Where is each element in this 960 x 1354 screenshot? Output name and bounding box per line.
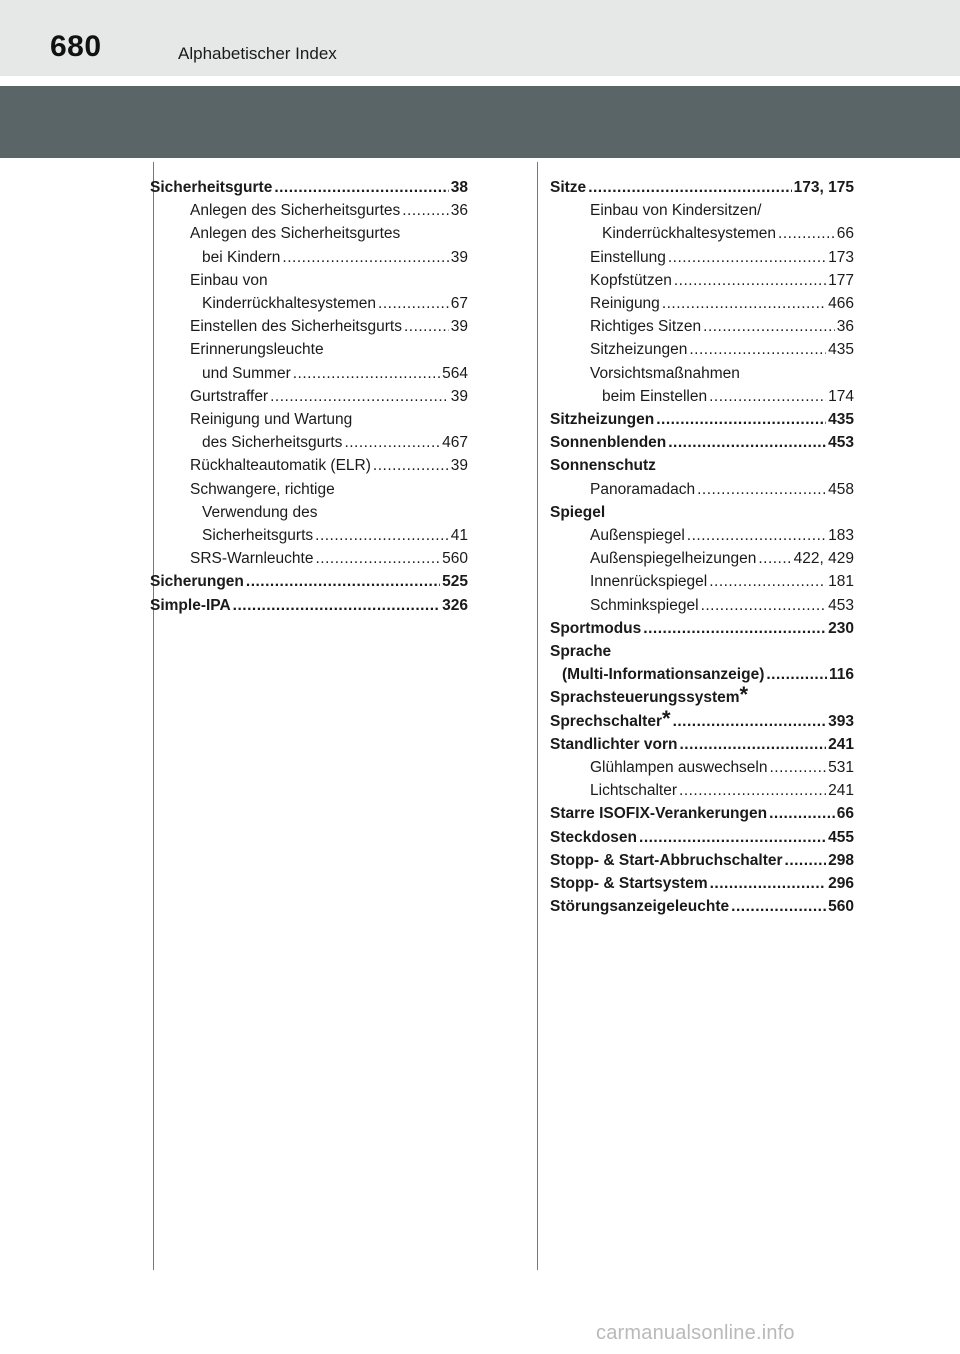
index-term: Störungsanzeigeleuchte xyxy=(550,898,730,916)
dot-leader xyxy=(679,779,826,802)
index-page-ref: 326 xyxy=(442,596,468,614)
index-page-ref: 241 xyxy=(828,782,854,800)
index-column-right xyxy=(550,176,854,919)
dot-leader xyxy=(697,478,826,501)
index-page-ref: 39 xyxy=(450,318,468,336)
dot-leader xyxy=(662,292,826,315)
dot-leader xyxy=(687,524,826,547)
dot-leader xyxy=(344,431,440,454)
index-page-ref: 298 xyxy=(828,851,854,869)
index-term: Sitze xyxy=(550,179,587,196)
dot-leader xyxy=(404,315,449,338)
section-title: Alphabetischer Index xyxy=(178,44,337,63)
dot-leader xyxy=(246,570,440,593)
index-term: Schwangere, richtige xyxy=(190,480,335,498)
index-entry xyxy=(550,176,854,199)
index-entry xyxy=(550,501,854,524)
index-entry xyxy=(550,872,854,895)
index-term: Außenspiegelheizungen xyxy=(590,550,757,568)
dot-leader xyxy=(588,176,791,199)
index-page-ref: 455 xyxy=(828,828,854,846)
index-page-ref: 36 xyxy=(450,202,468,220)
index-page-ref: 435 xyxy=(828,341,854,359)
dot-leader xyxy=(709,570,826,593)
index-term: Sicherheitsgurts xyxy=(202,527,314,545)
index-term: Spiegel xyxy=(550,503,606,521)
index-subentry xyxy=(550,292,854,315)
index-term: Sprachsteuerungssystem xyxy=(550,689,740,707)
index-term: Vorsichtsmaßnahmen xyxy=(590,364,740,382)
index-term: des Sicherheitsgurts xyxy=(202,434,343,452)
index-term: Stopp- & Startsystem xyxy=(550,875,708,893)
index-page-ref: 453 xyxy=(828,596,854,614)
index-entry xyxy=(150,594,468,617)
index-subentry xyxy=(150,408,468,454)
index-page-ref: 173, 175 xyxy=(793,179,854,196)
index-entry xyxy=(550,408,854,431)
section-banner xyxy=(0,86,960,158)
index-entry xyxy=(550,640,854,686)
index-page-ref: 39 xyxy=(450,248,468,266)
index-column-left xyxy=(150,176,468,617)
index-page-ref: 183 xyxy=(828,527,854,545)
index-term: Standlichter vorn xyxy=(550,735,678,753)
dot-leader xyxy=(639,826,826,849)
index-page-ref: 174 xyxy=(828,387,854,405)
index-entry xyxy=(150,176,468,199)
index-entry: Sprachsteuerungssystem * xyxy=(550,686,854,709)
index-page-ref: 173 xyxy=(828,248,854,266)
index-term: Anlegen des Sicherheitsgurtes xyxy=(190,202,401,220)
index-term: Kopfstützen xyxy=(590,271,672,289)
index-page-ref: 116 xyxy=(828,666,854,684)
dot-leader xyxy=(703,315,835,338)
dot-leader xyxy=(315,547,440,570)
index-subentry xyxy=(150,338,468,384)
index-subentry xyxy=(550,478,854,501)
index-term: Sicherungen xyxy=(150,573,244,591)
index-term: Sprechschalter xyxy=(550,712,662,730)
index-page-ref: 39 xyxy=(450,457,468,475)
index-subentry xyxy=(550,315,854,338)
index-page-ref: 560 xyxy=(828,898,854,916)
index-entry xyxy=(150,570,468,593)
index-entry: Sprechschalter * ..... 393 xyxy=(550,710,854,733)
index-term: Gurtstraffer xyxy=(190,387,269,405)
index-page-ref: 36 xyxy=(836,318,854,336)
header-bar xyxy=(0,0,960,76)
index-subentry xyxy=(550,269,854,292)
dot-leader xyxy=(274,176,448,199)
dot-leader xyxy=(668,246,826,269)
index-term: Einbau von Kindersitzen/ xyxy=(590,202,762,220)
index-term: bei Kindern xyxy=(202,248,281,266)
index-page-ref: 241 xyxy=(828,735,854,753)
index-term: SRS-Warnleuchte xyxy=(190,550,314,568)
dot-leader xyxy=(270,385,449,408)
index-page-ref: 525 xyxy=(442,573,468,591)
index-page-ref: 458 xyxy=(828,480,854,498)
index-term: Kinderrückhaltesystemen xyxy=(602,225,777,243)
index-page-ref: 531 xyxy=(828,759,854,777)
index-term: Sonnenschutz xyxy=(550,457,656,475)
dot-leader xyxy=(679,733,826,756)
dot-leader xyxy=(769,802,835,825)
dot-leader xyxy=(673,710,827,733)
index-term: Sprache xyxy=(550,643,612,661)
dot-leader xyxy=(731,895,826,918)
index-entry xyxy=(550,826,854,849)
dot-leader xyxy=(233,594,440,617)
index-subentry xyxy=(150,547,468,570)
index-term: Sitzheizungen xyxy=(590,341,688,359)
index-subentry xyxy=(550,199,854,245)
index-term: Reinigung xyxy=(590,295,660,313)
index-entry xyxy=(550,733,854,756)
index-subentry xyxy=(150,199,468,222)
dot-leader xyxy=(293,362,440,385)
index-entry xyxy=(550,895,854,918)
index-page-ref: 453 xyxy=(828,434,854,452)
index-subentry xyxy=(150,315,468,338)
dot-leader xyxy=(770,756,827,779)
index-page-ref: 66 xyxy=(836,225,854,243)
index-term: Sonnenblenden xyxy=(550,434,667,452)
index-term: beim Einstellen xyxy=(602,387,708,405)
index-subentry xyxy=(550,756,854,779)
index-term: Anlegen des Sicherheitsgurtes xyxy=(190,225,401,243)
index-term: Einbau von xyxy=(190,271,268,289)
page-number: 680 xyxy=(50,30,102,63)
index-page-ref: 296 xyxy=(828,875,854,893)
index-term: Außenspiegel xyxy=(590,527,685,545)
dot-leader xyxy=(674,269,826,292)
index-page-ref: 467 xyxy=(442,434,468,452)
index-term: Innenrückspiegel xyxy=(590,573,708,591)
index-page-ref: 230 xyxy=(828,619,854,637)
index-term: Sitzheizungen xyxy=(550,411,655,429)
index-page-ref: 67 xyxy=(450,295,468,313)
index-entry xyxy=(550,454,854,477)
index-subentry xyxy=(150,222,468,268)
dot-leader xyxy=(710,872,827,895)
index-subentry xyxy=(150,385,468,408)
index-page-ref: 41 xyxy=(450,527,468,545)
index-subentry xyxy=(550,570,854,593)
index-page-ref: 466 xyxy=(828,295,854,313)
index-page-ref: 422, 429 xyxy=(793,550,854,568)
index-page-ref: 177 xyxy=(828,271,854,289)
right-column-rule xyxy=(537,162,538,1270)
index-term: Schminkspiegel xyxy=(590,596,699,614)
index-subentry xyxy=(150,454,468,477)
index-page-ref: 181 xyxy=(828,573,854,591)
index-entry xyxy=(550,431,854,454)
dot-leader xyxy=(643,617,826,640)
index-subentry xyxy=(550,524,854,547)
dot-leader xyxy=(378,292,449,315)
dot-leader xyxy=(785,849,827,872)
index-page-ref: 560 xyxy=(442,550,468,568)
index-term: Starre ISOFIX-Verankerungen xyxy=(550,805,768,823)
index-term: Lichtschalter xyxy=(590,782,678,800)
index-term: Verwendung des xyxy=(202,503,318,521)
dot-leader xyxy=(668,431,826,454)
index-term: und Summer xyxy=(202,364,291,382)
index-term: Panoramadach xyxy=(590,480,696,498)
dot-leader xyxy=(709,385,826,408)
index-page-ref: 39 xyxy=(450,387,468,405)
index-page-ref: 38 xyxy=(450,179,468,196)
dot-leader xyxy=(402,199,449,222)
index-term: Richtiges Sitzen xyxy=(590,318,702,336)
dot-leader xyxy=(778,222,835,245)
index-subentry xyxy=(550,594,854,617)
index-entry xyxy=(550,849,854,872)
index-subentry xyxy=(150,269,468,315)
index-page-ref: 435 xyxy=(828,411,854,429)
index-subentry xyxy=(550,246,854,269)
index-term: Glühlampen auswechseln xyxy=(590,759,768,777)
index-subentry xyxy=(550,779,854,802)
dot-leader xyxy=(315,524,449,547)
index-term: Einstellung xyxy=(590,248,666,266)
dot-leader xyxy=(373,454,449,477)
index-term: Sicherheitsgurte xyxy=(150,179,273,196)
index-term: Rückhalteautomatik (ELR) xyxy=(190,457,371,475)
dot-leader xyxy=(282,246,448,269)
dot-leader xyxy=(766,663,827,686)
index-subentry xyxy=(550,362,854,408)
dot-leader xyxy=(656,408,826,431)
index-entry xyxy=(550,802,854,825)
index-subentry xyxy=(150,478,468,548)
index-subentry xyxy=(550,338,854,361)
dot-leader xyxy=(701,594,827,617)
index-term: (Multi-Informationsanzeige) xyxy=(562,666,765,684)
index-term: Stopp- & Start-Abbruchschalter xyxy=(550,851,783,869)
index-term: Steckdosen xyxy=(550,828,638,846)
index-term: Erinnerungsleuchte xyxy=(190,341,324,359)
index-page-ref: 564 xyxy=(442,364,468,382)
watermark: carmanualsonline.info xyxy=(596,1322,795,1344)
index-subentry xyxy=(550,547,854,570)
index-page-ref: 66 xyxy=(836,805,854,823)
index-entry xyxy=(550,617,854,640)
index-term: Simple-IPA xyxy=(150,596,231,614)
index-term: Reinigung und Wartung xyxy=(190,411,353,429)
index-term: Kinderrückhaltesystemen xyxy=(202,295,377,313)
dot-leader xyxy=(758,547,791,570)
index-page-ref: 393 xyxy=(828,712,854,730)
dot-leader xyxy=(689,338,826,361)
index-term: Sportmodus xyxy=(550,619,642,637)
index-term: Einstellen des Sicherheitsgurts xyxy=(190,318,402,336)
